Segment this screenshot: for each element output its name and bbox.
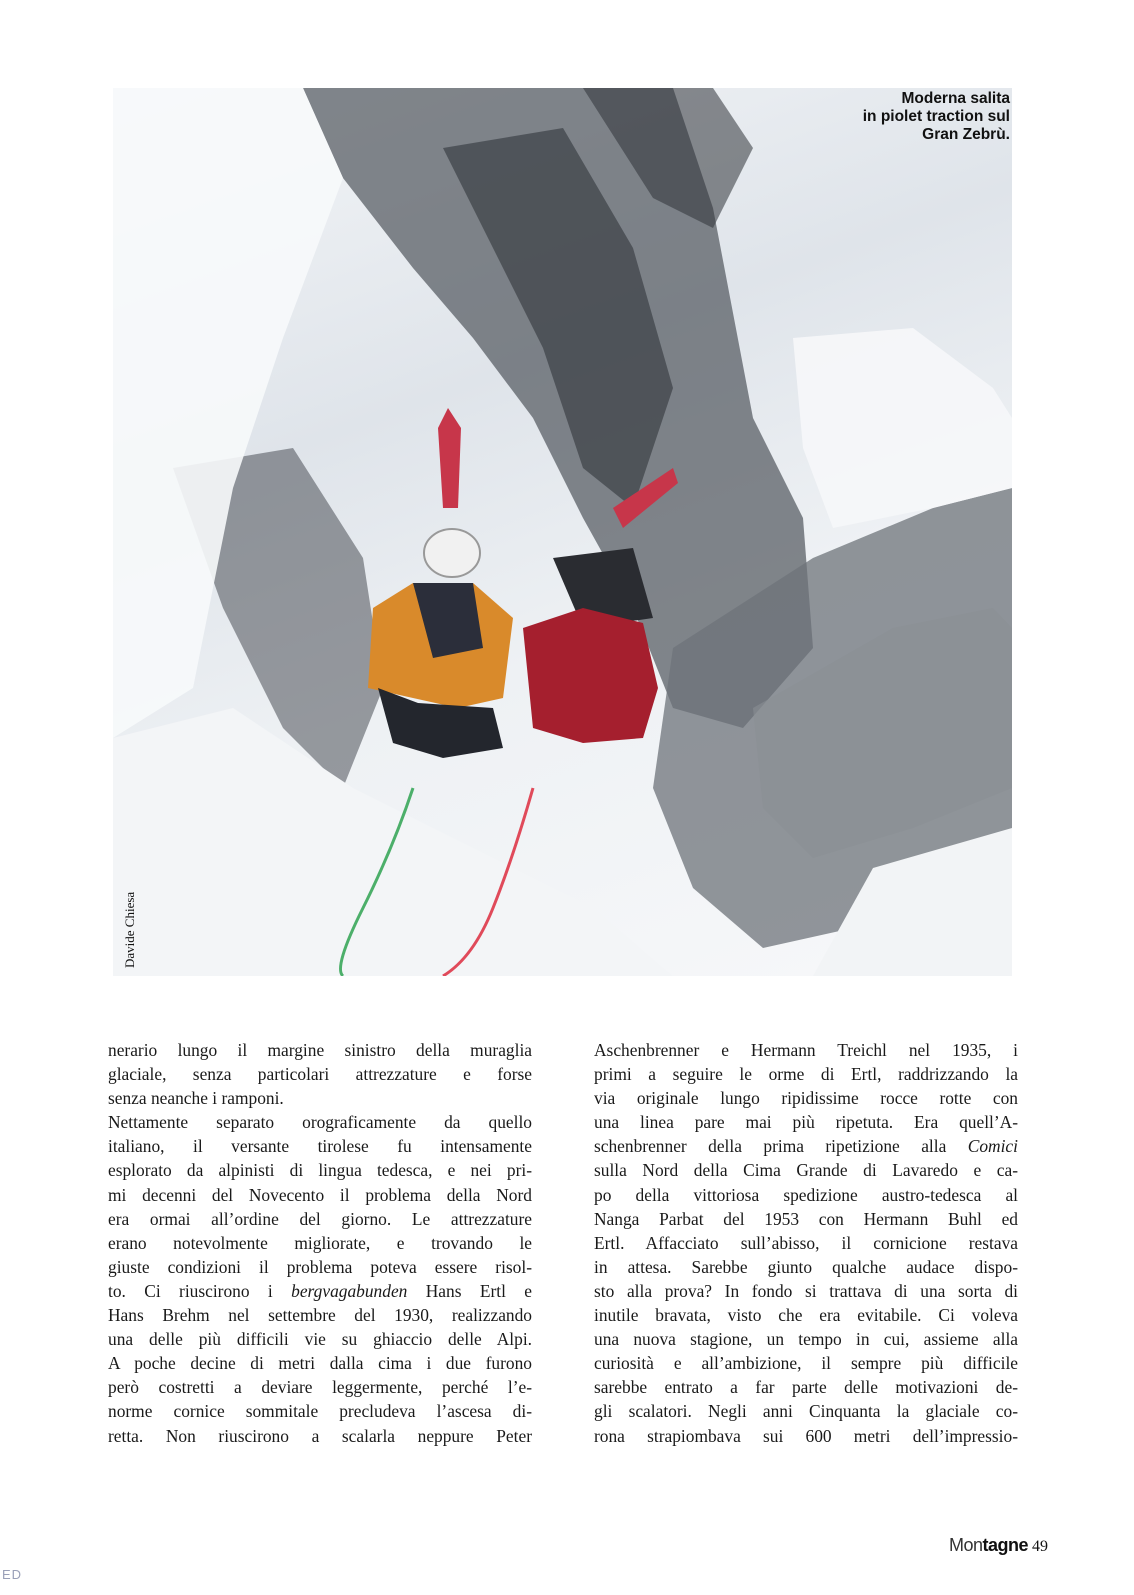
text-segment: Hans Ertl e — [407, 1280, 532, 1301]
text-line: una delle più difficili vie su ghiaccio delle Alpi. — [108, 1329, 532, 1350]
text-line: italiano, il versante tirolese fu intensamente — [108, 1136, 532, 1157]
text-line: Aschenbrenner e Hermann Treichl nel 1935, i — [594, 1040, 1018, 1060]
text-line: inutile bravata, visto che era evitabile. Ci voleva — [594, 1305, 1018, 1326]
brand-bold: tagne — [982, 1535, 1028, 1555]
text-line: esplorato da alpinisti di lingua tedesca, e nei pri- — [108, 1160, 532, 1181]
text-line: senza neanche i ramponi. — [108, 1088, 284, 1109]
climbing-photo — [113, 88, 1012, 976]
text-line: mi decenni del Novecento il problema della Nord — [108, 1184, 532, 1205]
text-line — [108, 1279, 532, 1303]
caption-line: Gran Zebrù. — [922, 126, 1010, 143]
text-line: giuste condizioni il problema poteva essere risol- — [108, 1256, 532, 1277]
paragraph — [108, 1038, 532, 1110]
text-line: curiosità e all’ambizione, il sempre più difficile — [594, 1353, 1018, 1374]
text-line: Nettamente separato orograficamente da quello — [108, 1112, 532, 1133]
italic-term: bergvagabunden — [291, 1280, 408, 1301]
text-line: gli scalatori. Negli anni Cinquanta la glaciale co- — [594, 1401, 1018, 1422]
text-line: una linea pare mai più ripetuta. Era quell’A- — [594, 1112, 1018, 1133]
text-line — [594, 1134, 1018, 1158]
caption-line: in piolet traction sul — [862, 108, 1010, 125]
text-line: una nuova stagione, un tempo in cui, assieme alla — [594, 1329, 1018, 1350]
brand-light: Mon — [948, 1535, 983, 1555]
text-line: Ertl. Affacciato sull’abisso, il cornicione restava — [594, 1232, 1018, 1253]
text-line: sarebbe entrato a far parte delle motivazioni de- — [594, 1377, 1018, 1398]
text-line: po della vittoriosa spedizione austro-tedesca al — [594, 1184, 1018, 1205]
text-line: era ormai all’ordine del giorno. Le attrezzature — [108, 1208, 532, 1229]
text-line: nerario lungo il margine sinistro della muraglia — [108, 1040, 532, 1060]
text-line: norme cornice sommitale precludeva l’ascesa di- — [108, 1401, 532, 1422]
text-column-right — [594, 1038, 1018, 1448]
text-line: via originale lungo ripidissime rocce rotte con — [594, 1088, 1018, 1109]
text-line: sulla Nord della Cima Grande di Lavaredo e ca- — [594, 1160, 1018, 1181]
text-line: retta. Non riuscirono a scalarla neppure Peter — [108, 1425, 532, 1446]
paragraph — [108, 1110, 532, 1447]
magazine-brand — [949, 1535, 1028, 1555]
text-line: glaciale, senza particolari attrezzature e forse — [108, 1064, 532, 1085]
caption-line: Moderna salita — [901, 90, 1010, 107]
page-footer — [949, 1535, 1048, 1556]
paragraph — [594, 1038, 1018, 1448]
text-line: in attesa. Sarebbe giunto qualche audace dispo- — [594, 1256, 1018, 1277]
text-line: però costretti a deviare leggermente, perché l’e- — [108, 1377, 532, 1398]
text-line: A poche decine di metri dalla cima i due furono — [108, 1353, 532, 1374]
photo-illustration — [113, 88, 1012, 976]
text-line: rona strapiombava sui 600 metri dell’impressio- — [594, 1425, 1018, 1446]
text-line: primi a seguire le orme di Ertl, raddrizzando la — [594, 1064, 1018, 1085]
text-line: Hans Brehm nel settembre del 1930, realizzando — [108, 1305, 532, 1326]
text-column-left — [108, 1038, 532, 1448]
photo-credit: Davide Chiesa — [122, 891, 137, 968]
text-segment: schenbrenner della prima ripetizione alla — [594, 1136, 968, 1157]
text-line: erano notevolmente migliorate, e trovando le — [108, 1232, 532, 1253]
text-line: sto alla prova? In fondo si trattava di una sorta di — [594, 1280, 1018, 1301]
climber-left — [368, 408, 513, 758]
text-line: Nanga Parbat del 1953 con Hermann Buhl ed — [594, 1208, 1018, 1229]
photo-caption — [863, 90, 1010, 144]
page-number: 49 — [1032, 1538, 1048, 1555]
italic-term: Comici — [967, 1136, 1018, 1157]
text-segment: to. Ci riuscirono i — [108, 1280, 292, 1301]
corner-mark: ED — [2, 1567, 23, 1582]
